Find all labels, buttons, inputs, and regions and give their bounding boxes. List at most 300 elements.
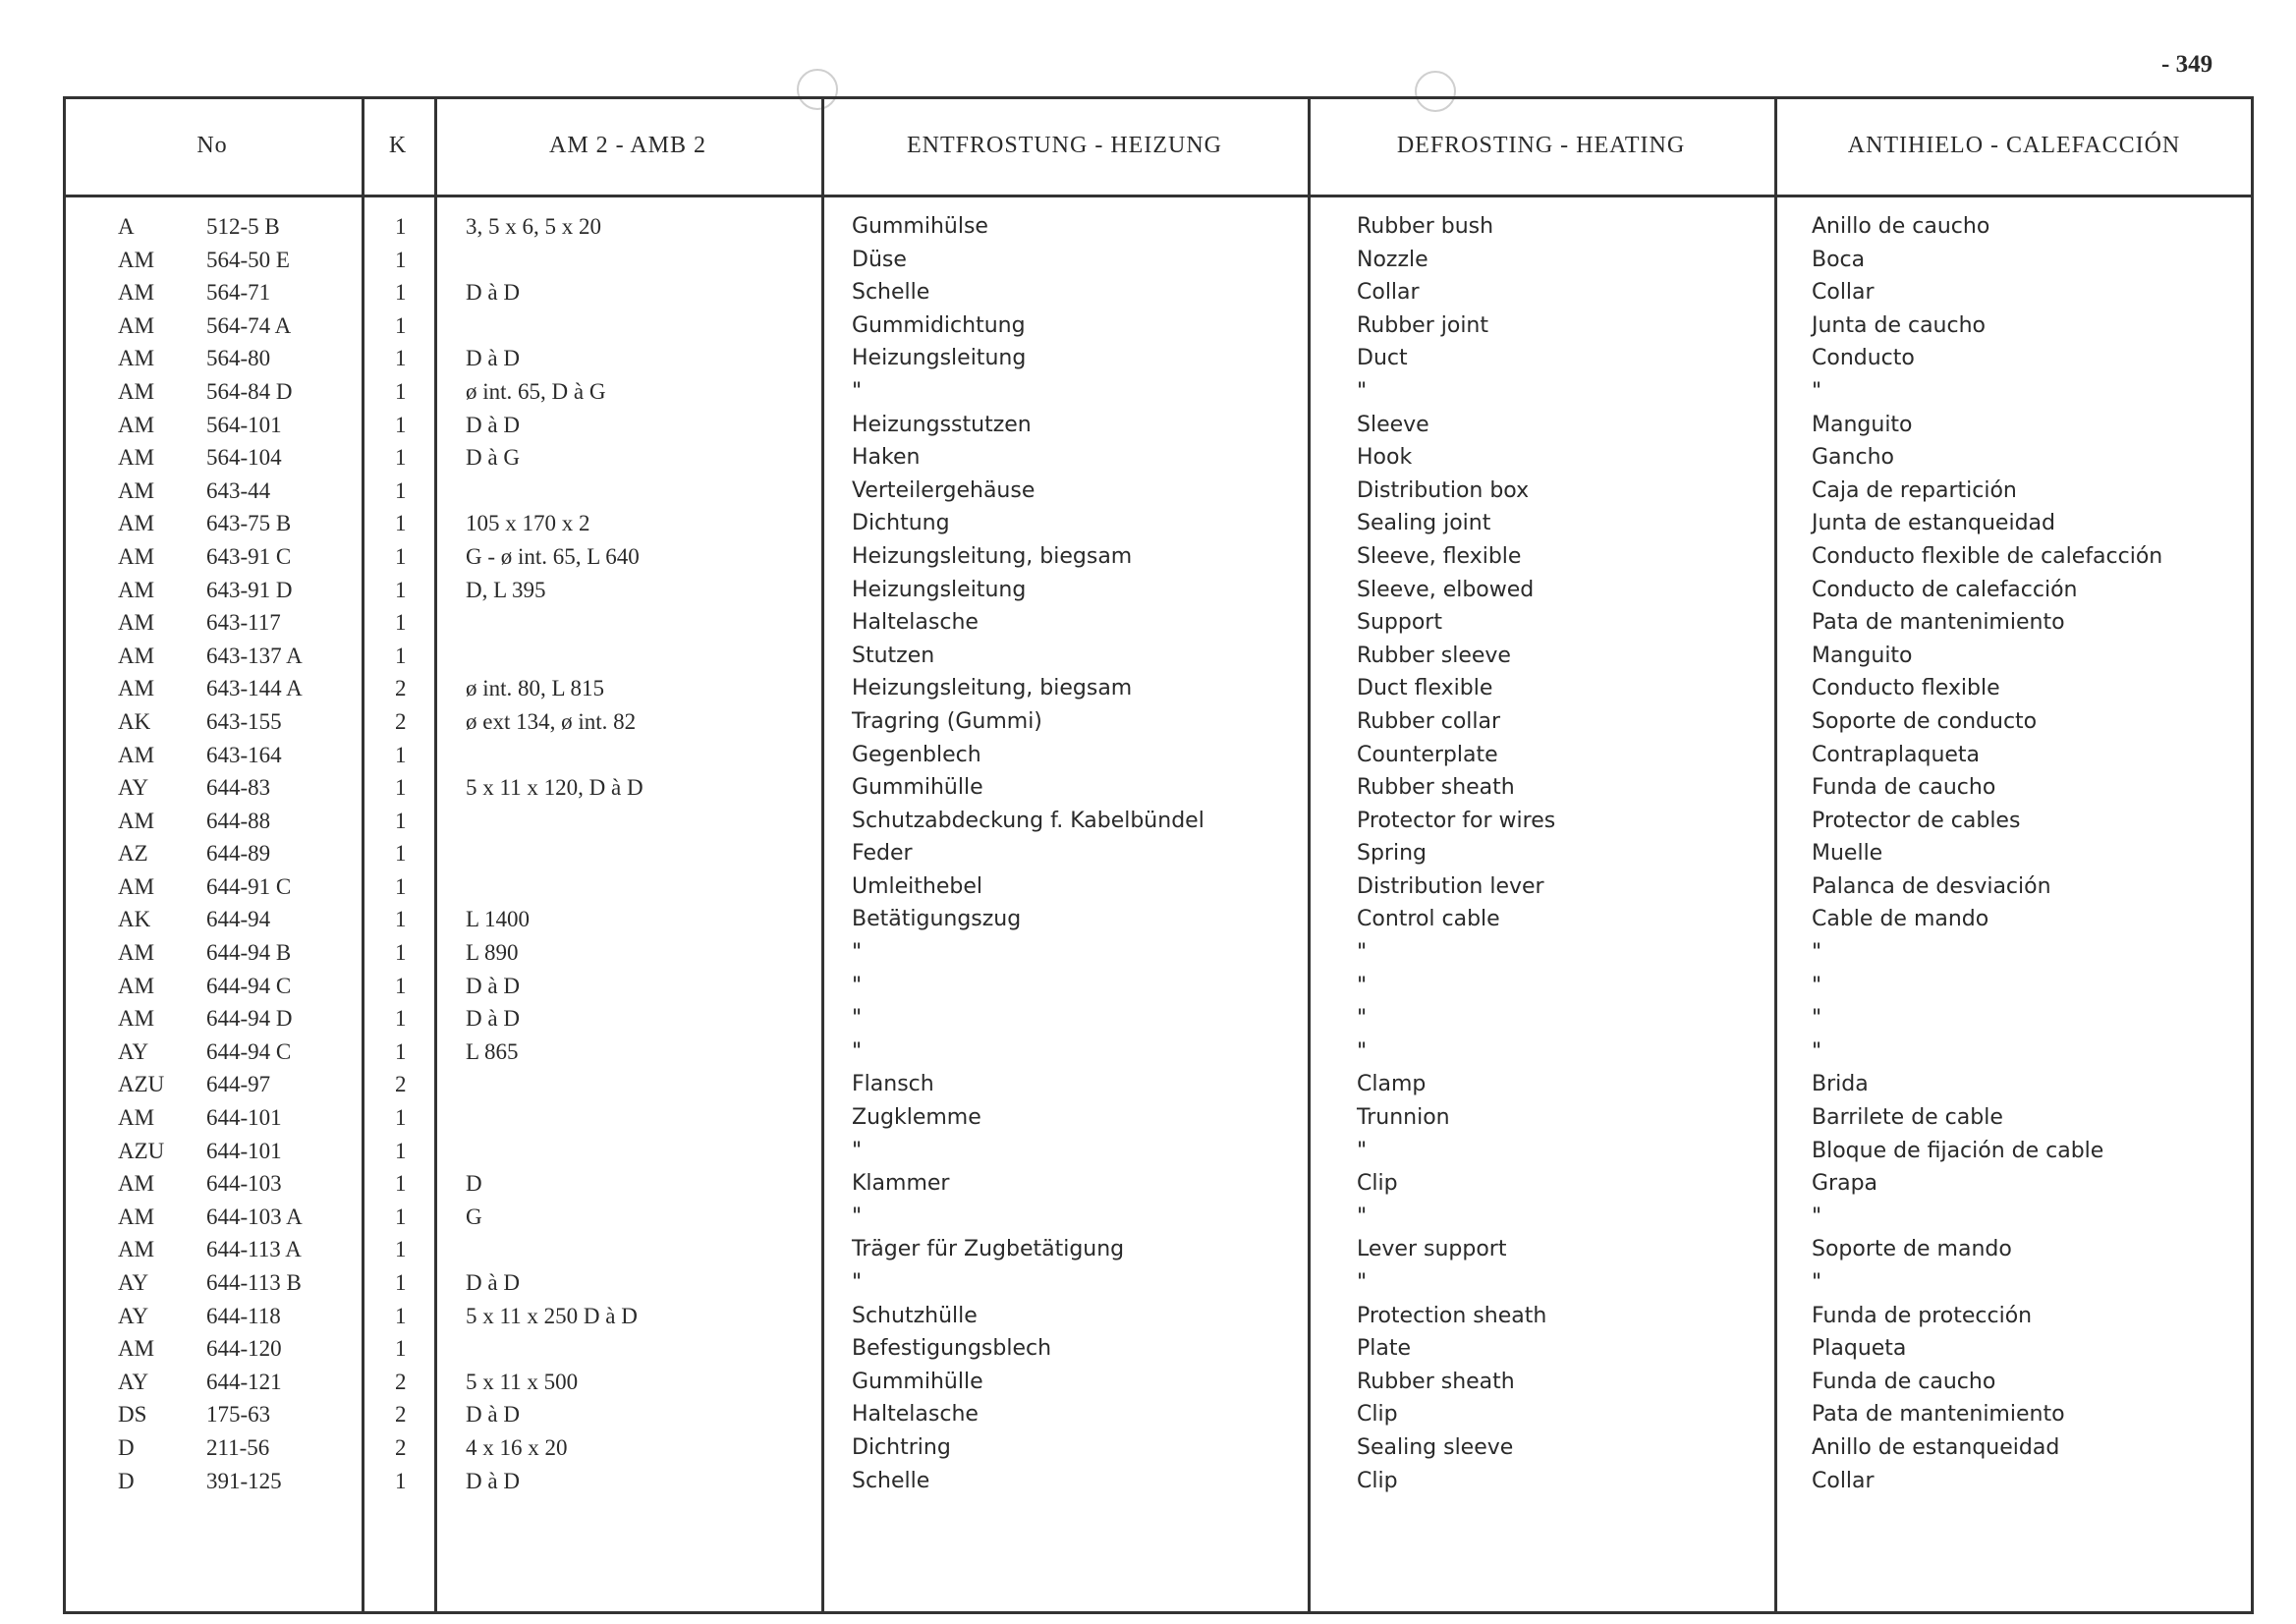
part-number: 564-104 <box>206 445 282 471</box>
table-row <box>63 940 2254 974</box>
dimensions: L 865 <box>466 1038 519 1064</box>
dimensions: 3, 5 x 6, 5 x 20 <box>466 214 601 239</box>
table-row <box>63 907 2254 940</box>
part-prefix: AM <box>118 973 155 998</box>
table-row <box>63 809 2254 842</box>
part-prefix: AM <box>118 445 155 471</box>
quantity: 1 <box>395 1038 407 1064</box>
header-de: ENTFROSTUNG - HEIZUNG <box>907 132 1222 158</box>
description-spanish: Collar <box>1812 280 1875 306</box>
part-prefix: AM <box>118 1105 155 1131</box>
quantity: 2 <box>395 676 407 701</box>
description-spanish: Muelle <box>1812 841 1883 867</box>
part-prefix: AM <box>118 412 155 437</box>
table-row <box>63 346 2254 379</box>
dimensions: D à D <box>466 1402 520 1428</box>
part-prefix: AM <box>118 1171 155 1197</box>
description-english: Protector for wires <box>1357 808 1556 833</box>
dimensions: ø ext 134, ø int. 82 <box>466 708 637 734</box>
quantity: 2 <box>395 708 407 734</box>
description-german: Heizungsleitung, biegsam <box>852 676 1133 701</box>
description-english: Nozzle <box>1357 247 1428 272</box>
quantity: 1 <box>395 477 407 503</box>
description-german: Klammer <box>852 1171 950 1197</box>
description-german: Betätigungszug <box>852 907 1022 932</box>
part-prefix: AM <box>118 1204 155 1229</box>
description-spanish: Caja de repartición <box>1812 477 2017 503</box>
dimensions: D <box>466 1171 482 1197</box>
description-english: " <box>1357 1138 1368 1163</box>
dimensions: G <box>466 1204 482 1229</box>
header-no: No <box>196 132 228 158</box>
header-k: K <box>388 132 408 158</box>
part-number: 564-84 D <box>206 378 293 404</box>
dimensions: D à D <box>466 1468 520 1493</box>
header-es: ANTIHIELO - CALEFACCIÓN <box>1847 132 2181 158</box>
part-prefix: AM <box>118 940 155 966</box>
description-english: Sealing joint <box>1357 511 1491 536</box>
description-german: Gummidichtung <box>852 312 1026 338</box>
part-number: 644-83 <box>206 775 271 801</box>
description-spanish: " <box>1812 1006 1822 1032</box>
quantity: 1 <box>395 214 407 239</box>
description-spanish: Funda de caucho <box>1812 775 1996 801</box>
description-german: Zugklemme <box>852 1105 981 1131</box>
description-german: Träger für Zugbetätigung <box>852 1237 1125 1262</box>
quantity: 1 <box>395 1468 407 1493</box>
table-row <box>63 1237 2254 1270</box>
part-number: 564-74 A <box>206 312 292 338</box>
table-row <box>63 709 2254 743</box>
table-row <box>63 313 2254 347</box>
table-row <box>63 841 2254 874</box>
description-english: Distribution box <box>1357 477 1530 503</box>
part-number: 644-97 <box>206 1072 271 1097</box>
quantity: 1 <box>395 1171 407 1197</box>
part-prefix: AZ <box>118 841 148 867</box>
table-row <box>63 1204 2254 1238</box>
dimensions: D à D <box>466 973 520 998</box>
part-number: 643-164 <box>206 742 282 767</box>
part-number: 644-113 A <box>206 1237 302 1262</box>
description-spanish: " <box>1812 1270 1822 1295</box>
description-spanish: Contraplaqueta <box>1812 742 1981 767</box>
part-number: 644-91 C <box>206 873 292 899</box>
quantity: 1 <box>395 808 407 833</box>
dimensions: D à D <box>466 346 520 371</box>
description-spanish: Manguito <box>1812 643 1913 668</box>
part-prefix: AY <box>118 775 149 801</box>
description-spanish: Protector de cables <box>1812 808 2021 833</box>
quantity: 1 <box>395 775 407 801</box>
description-english: Support <box>1357 610 1442 636</box>
table-row <box>63 511 2254 544</box>
quantity: 1 <box>395 940 407 966</box>
quantity: 1 <box>395 643 407 668</box>
part-number: 564-50 E <box>206 247 290 272</box>
description-german: " <box>852 378 863 404</box>
description-spanish: Barrilete de cable <box>1812 1105 2003 1131</box>
table-row <box>63 1270 2254 1304</box>
description-german: " <box>852 1006 863 1032</box>
quantity: 1 <box>395 1303 407 1328</box>
description-spanish: Bloque de fijación de cable <box>1812 1138 2104 1163</box>
description-english: Lever support <box>1357 1237 1507 1262</box>
part-prefix: AZU <box>118 1072 165 1097</box>
description-spanish: Conducto <box>1812 346 1915 371</box>
description-german: Befestigungsblech <box>852 1336 1052 1362</box>
part-number: 643-144 A <box>206 676 303 701</box>
quantity: 1 <box>395 543 407 569</box>
part-number: 644-88 <box>206 808 271 833</box>
part-number: 512-5 B <box>206 214 280 239</box>
part-number: 644-118 <box>206 1303 281 1328</box>
part-number: 644-94 C <box>206 973 292 998</box>
part-prefix: A <box>118 214 135 239</box>
table-row <box>63 1304 2254 1337</box>
part-prefix: AM <box>118 1336 155 1362</box>
table-row <box>63 379 2254 413</box>
quantity: 1 <box>395 378 407 404</box>
quantity: 1 <box>395 742 407 767</box>
description-spanish: Conducto flexible <box>1812 676 2000 701</box>
table-row <box>63 445 2254 478</box>
part-prefix: AZU <box>118 1138 165 1163</box>
part-prefix: AM <box>118 346 155 371</box>
part-prefix: DS <box>118 1402 147 1428</box>
quantity: 2 <box>395 1434 407 1460</box>
description-spanish: Soporte de mando <box>1812 1237 2012 1262</box>
description-spanish: " <box>1812 378 1822 404</box>
description-spanish: Cable de mando <box>1812 907 1989 932</box>
description-spanish: Palanca de desviación <box>1812 873 2051 899</box>
description-spanish: Junta de estanqueidad <box>1812 511 2055 536</box>
description-german: Umleithebel <box>852 873 983 899</box>
description-spanish: Collar <box>1812 1468 1875 1493</box>
table-row <box>63 544 2254 578</box>
part-prefix: AY <box>118 1369 149 1394</box>
quantity: 1 <box>395 247 407 272</box>
part-number: 643-117 <box>206 610 281 636</box>
description-english: " <box>1357 973 1368 998</box>
description-english: Duct flexible <box>1357 676 1493 701</box>
table-row <box>63 1039 2254 1073</box>
quantity: 1 <box>395 346 407 371</box>
quantity: 1 <box>395 412 407 437</box>
header-am: AM 2 - AMB 2 <box>548 132 707 158</box>
description-english: Counterplate <box>1357 742 1498 767</box>
part-prefix: AM <box>118 312 155 338</box>
part-number: 644-94 D <box>206 1006 293 1032</box>
table-row <box>63 1469 2254 1502</box>
part-number: 391-125 <box>206 1468 282 1493</box>
description-english: Sleeve <box>1357 412 1429 437</box>
quantity: 1 <box>395 445 407 471</box>
description-english: Clip <box>1357 1402 1398 1428</box>
dimensions: D à D <box>466 412 520 437</box>
table-row <box>63 1105 2254 1139</box>
part-number: 643-137 A <box>206 643 303 668</box>
description-spanish: Junta de caucho <box>1812 312 1986 338</box>
part-number: 644-120 <box>206 1336 282 1362</box>
part-prefix: D <box>118 1468 135 1493</box>
description-german: Düse <box>852 247 907 272</box>
description-german: Heizungsleitung <box>852 577 1027 602</box>
description-german: " <box>852 940 863 966</box>
description-german: Heizungsleitung <box>852 346 1027 371</box>
description-spanish: Soporte de conducto <box>1812 708 2038 734</box>
description-english: Clip <box>1357 1171 1398 1197</box>
table-row <box>63 1336 2254 1370</box>
description-english: Collar <box>1357 280 1420 306</box>
dimensions: 4 x 16 x 20 <box>466 1434 568 1460</box>
table-row <box>63 248 2254 281</box>
dimensions: G - ø int. 65, L 640 <box>466 543 640 569</box>
dimensions: 5 x 11 x 120, D à D <box>466 775 644 801</box>
description-german: Haltelasche <box>852 1402 979 1428</box>
table-row <box>63 1139 2254 1172</box>
description-spanish: " <box>1812 1038 1822 1064</box>
quantity: 1 <box>395 1336 407 1362</box>
description-english: " <box>1357 1038 1368 1064</box>
part-prefix: AM <box>118 511 155 536</box>
quantity: 1 <box>395 280 407 306</box>
quantity: 1 <box>395 1204 407 1229</box>
description-german: Stutzen <box>852 643 935 668</box>
table-row <box>63 743 2254 776</box>
dimensions: 5 x 11 x 250 D à D <box>466 1303 638 1328</box>
part-prefix: AM <box>118 808 155 833</box>
quantity: 2 <box>395 1369 407 1394</box>
description-english: Rubber sheath <box>1357 775 1515 801</box>
description-german: Gummihülle <box>852 1369 983 1394</box>
description-english: " <box>1357 378 1368 404</box>
description-english: Rubber sheath <box>1357 1369 1515 1394</box>
dimensions: ø int. 65, D à G <box>466 378 606 404</box>
part-number: 644-103 <box>206 1171 282 1197</box>
header-divider <box>63 195 2254 197</box>
part-number: 644-89 <box>206 841 271 867</box>
description-english: Distribution lever <box>1357 873 1544 899</box>
table-row <box>63 874 2254 908</box>
description-spanish: Funda de protección <box>1812 1303 2033 1328</box>
description-english: " <box>1357 1270 1368 1295</box>
part-prefix: AM <box>118 378 155 404</box>
dimensions: ø int. 80, L 815 <box>466 676 604 701</box>
description-german: Dichtring <box>852 1434 951 1460</box>
description-english: Sleeve, elbowed <box>1357 577 1535 602</box>
dimensions: D, L 395 <box>466 577 546 602</box>
quantity: 1 <box>395 511 407 536</box>
description-german: " <box>852 1204 863 1229</box>
description-english: Hook <box>1357 445 1413 471</box>
description-english: Spring <box>1357 841 1427 867</box>
quantity: 1 <box>395 1138 407 1163</box>
part-prefix: AK <box>118 907 151 932</box>
part-number: 643-44 <box>206 477 271 503</box>
table-row <box>63 1006 2254 1039</box>
part-prefix: AM <box>118 676 155 701</box>
description-spanish: Anillo de caucho <box>1812 214 1990 239</box>
table-row <box>63 676 2254 709</box>
part-prefix: AM <box>118 610 155 636</box>
description-english: Rubber sleeve <box>1357 643 1511 668</box>
description-german: Heizungsstutzen <box>852 412 1032 437</box>
part-prefix: AM <box>118 477 155 503</box>
dimensions: D à G <box>466 445 520 471</box>
description-spanish: Plaqueta <box>1812 1336 1907 1362</box>
part-prefix: AM <box>118 577 155 602</box>
table-row <box>63 1171 2254 1204</box>
table-row <box>63 478 2254 512</box>
part-number: 644-94 C <box>206 1038 292 1064</box>
description-german: Tragring (Gummi) <box>852 708 1042 734</box>
part-prefix: AM <box>118 643 155 668</box>
quantity: 1 <box>395 873 407 899</box>
dimensions: L 1400 <box>466 907 530 932</box>
quantity: 1 <box>395 973 407 998</box>
dimensions: D à D <box>466 1270 520 1295</box>
table-row <box>63 214 2254 248</box>
description-german: " <box>852 1270 863 1295</box>
description-german: Schelle <box>852 280 930 306</box>
part-prefix: AM <box>118 543 155 569</box>
description-german: Feder <box>852 841 913 867</box>
part-number: 644-94 <box>206 907 271 932</box>
description-german: Flansch <box>852 1072 934 1097</box>
part-prefix: AK <box>118 708 151 734</box>
description-english: Clamp <box>1357 1072 1427 1097</box>
dimensions: L 890 <box>466 940 519 966</box>
description-german: " <box>852 973 863 998</box>
quantity: 2 <box>395 1072 407 1097</box>
description-spanish: Pata de mantenimiento <box>1812 610 2065 636</box>
description-spanish: " <box>1812 973 1822 998</box>
part-number: 643-91 D <box>206 577 293 602</box>
description-spanish: " <box>1812 940 1822 966</box>
description-german: " <box>852 1138 863 1163</box>
part-prefix: AM <box>118 280 155 306</box>
part-prefix: AM <box>118 742 155 767</box>
description-english: Protection sheath <box>1357 1303 1547 1328</box>
part-number: 643-91 C <box>206 543 292 569</box>
description-english: Rubber collar <box>1357 708 1501 734</box>
table-body <box>63 214 2254 1501</box>
table-row <box>63 578 2254 611</box>
part-number: 211-56 <box>206 1434 270 1460</box>
table-row <box>63 1402 2254 1435</box>
description-spanish: Manguito <box>1812 412 1913 437</box>
description-english: Rubber joint <box>1357 312 1488 338</box>
description-german: Haken <box>852 445 921 471</box>
dimensions: 5 x 11 x 500 <box>466 1369 579 1394</box>
dimensions: 105 x 170 x 2 <box>466 511 590 536</box>
quantity: 2 <box>395 1402 407 1428</box>
part-number: 644-101 <box>206 1138 282 1163</box>
description-spanish: Grapa <box>1812 1171 1878 1197</box>
description-spanish: " <box>1812 1204 1822 1229</box>
table-row <box>63 1370 2254 1403</box>
part-number: 175-63 <box>206 1402 271 1428</box>
description-spanish: Conducto flexible de calefacción <box>1812 543 2163 569</box>
dimensions: D à D <box>466 280 520 306</box>
description-english: Control cable <box>1357 907 1500 932</box>
part-prefix: D <box>118 1434 135 1460</box>
description-spanish: Conducto de calefacción <box>1812 577 2078 602</box>
dimensions: D à D <box>466 1006 520 1032</box>
description-spanish: Funda de caucho <box>1812 1369 1996 1394</box>
description-spanish: Anillo de estanqueidad <box>1812 1434 2060 1460</box>
description-english: " <box>1357 1006 1368 1032</box>
part-prefix: AM <box>118 1006 155 1032</box>
description-spanish: Boca <box>1812 247 1866 272</box>
table-row <box>63 610 2254 644</box>
part-number: 644-113 B <box>206 1270 302 1295</box>
description-german: Gegenblech <box>852 742 981 767</box>
description-german: " <box>852 1038 863 1064</box>
description-english: Trunnion <box>1357 1105 1450 1131</box>
part-number: 564-80 <box>206 346 271 371</box>
page-number: - 349 <box>2161 51 2213 78</box>
table-row <box>63 775 2254 809</box>
part-number: 644-94 B <box>206 940 292 966</box>
header-en: DEFROSTING - HEATING <box>1396 132 1686 158</box>
table-row <box>63 1435 2254 1469</box>
description-english: Plate <box>1357 1336 1412 1362</box>
quantity: 1 <box>395 1270 407 1295</box>
part-prefix: AM <box>118 247 155 272</box>
part-number: 643-155 <box>206 708 282 734</box>
part-prefix: AM <box>118 1237 155 1262</box>
description-german: Schutzabdeckung f. Kabelbündel <box>852 808 1204 833</box>
quantity: 1 <box>395 577 407 602</box>
table-row <box>63 974 2254 1007</box>
description-german: Dichtung <box>852 511 950 536</box>
part-number: 564-101 <box>206 412 282 437</box>
part-prefix: AM <box>118 873 155 899</box>
description-german: Verteilergehäuse <box>852 477 1036 503</box>
quantity: 1 <box>395 610 407 636</box>
description-spanish: Brida <box>1812 1072 1869 1097</box>
description-german: Schutzhülle <box>852 1303 978 1328</box>
quantity: 1 <box>395 1105 407 1131</box>
description-english: Duct <box>1357 346 1408 371</box>
part-prefix: AY <box>118 1303 149 1328</box>
description-english: Sealing sleeve <box>1357 1434 1514 1460</box>
table-row <box>63 280 2254 313</box>
description-german: Schelle <box>852 1468 930 1493</box>
table-row <box>63 644 2254 677</box>
table-row <box>63 1072 2254 1105</box>
description-english: " <box>1357 1204 1368 1229</box>
description-german: Gummihülse <box>852 214 988 239</box>
description-spanish: Pata de mantenimiento <box>1812 1402 2065 1428</box>
table-row <box>63 413 2254 446</box>
quantity: 1 <box>395 312 407 338</box>
part-number: 644-103 A <box>206 1204 303 1229</box>
part-prefix: AY <box>118 1038 149 1064</box>
description-english: Rubber bush <box>1357 214 1494 239</box>
quantity: 1 <box>395 907 407 932</box>
description-english: Sleeve, flexible <box>1357 543 1522 569</box>
quantity: 1 <box>395 841 407 867</box>
part-prefix: AY <box>118 1270 149 1295</box>
description-english: Clip <box>1357 1468 1398 1493</box>
part-number: 644-121 <box>206 1369 282 1394</box>
part-number: 643-75 B <box>206 511 292 536</box>
part-number: 644-101 <box>206 1105 282 1131</box>
description-german: Heizungsleitung, biegsam <box>852 543 1133 569</box>
